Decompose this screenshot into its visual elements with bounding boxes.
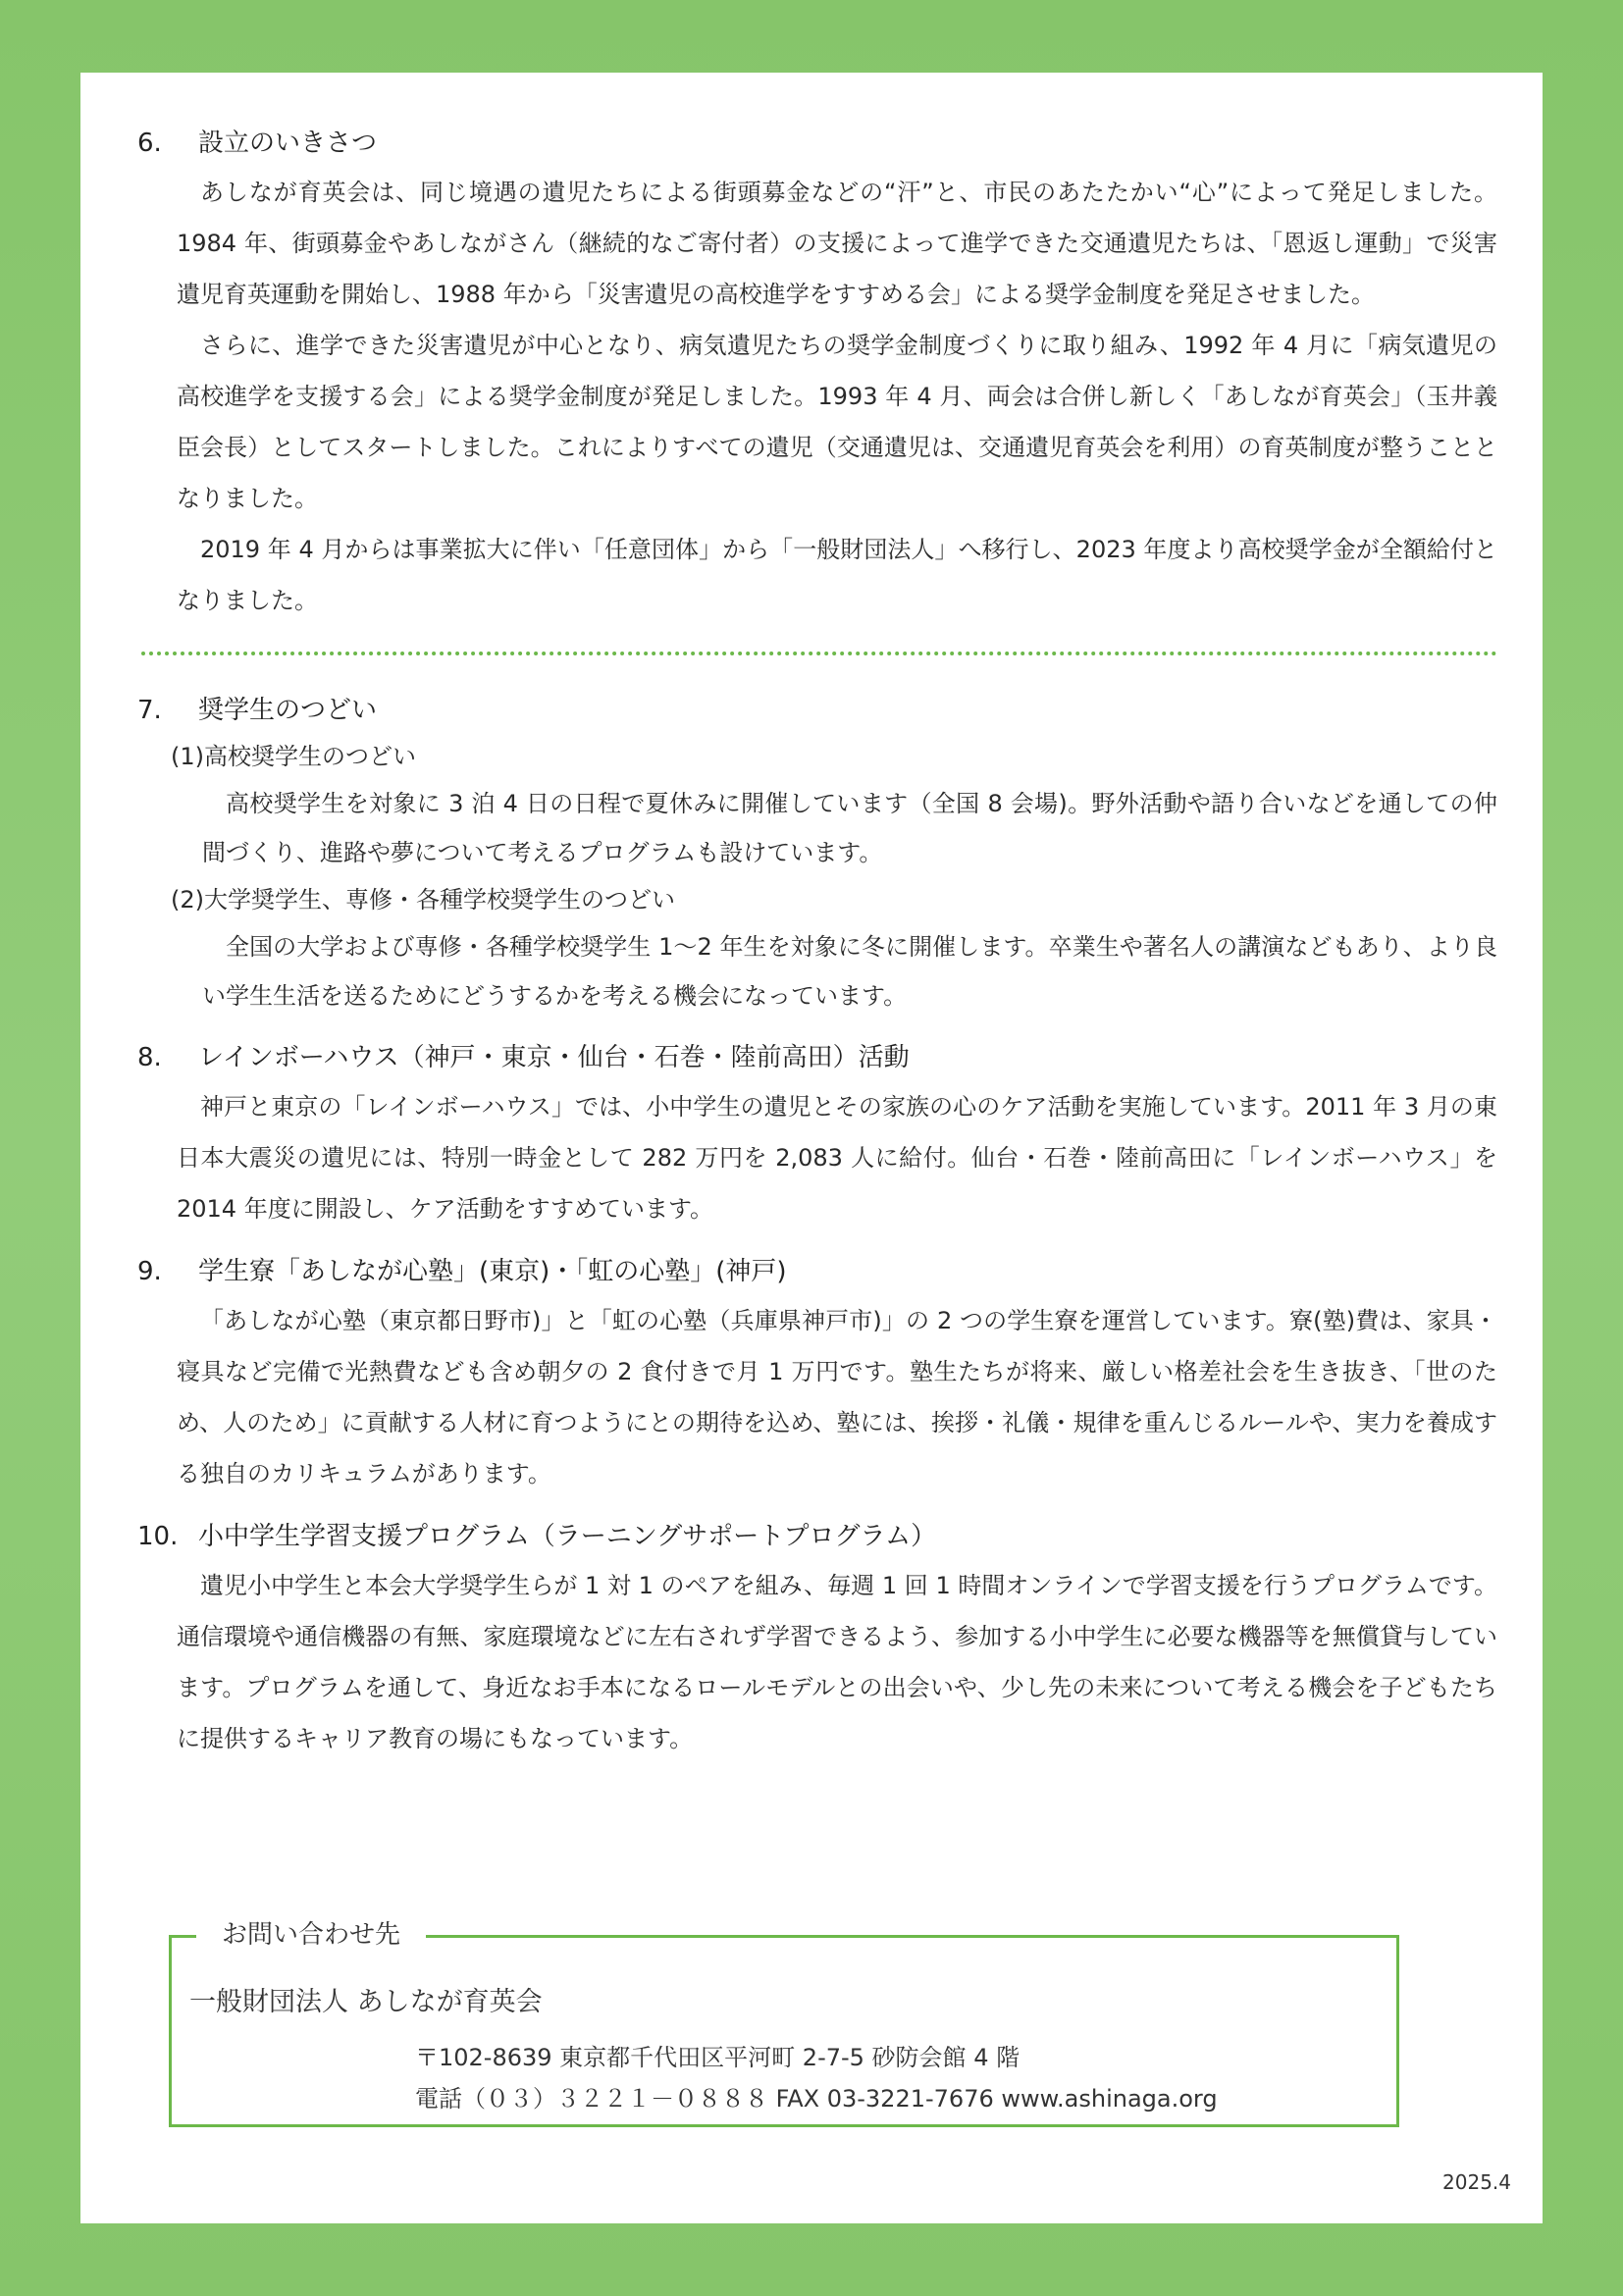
section-7: [137, 687, 1497, 1020]
section-10: [137, 1513, 1497, 1764]
section-number: 9.: [137, 1257, 162, 1286]
contact-address: 〒102-8639 東京都千代田区平河町 2-7-5 砂防会館 4 階: [415, 2044, 1021, 2071]
section-8-heading: [137, 1034, 1497, 1081]
section-title: 設立のいきさつ: [198, 129, 378, 158]
paragraph: 「あしなが心塾（東京都日野市)」と「虹の心塾（兵庫県神戸市)」の 2 つの学生寮を運営しています。寮(塾)費は、家具・寝具など完備で光熱費なども含め朝夕の 2 食付きで月 1 万円です。塾生たちが将来、厳しい格差社会を生き抜き、「世のため、人のため」に貢献する人材に育つようにとの期待を込め、塾には、挨拶・礼儀・規律を重んじるルールや、実力を養成する独自のカリキュラムがあります。: [177, 1307, 1497, 1487]
section-number: 10.: [137, 1522, 179, 1551]
section-title: 学生寮「あしなが心塾」(東京)・「虹の心塾」(神戸): [198, 1257, 787, 1286]
section-6-heading: [137, 120, 1497, 167]
section-number: 6.: [137, 129, 162, 158]
subsection-text: 全国の大学および専修・各種学校奨学生 1～2 年生を対象に冬に開催します。卒業生や著名人の講演などもあり、より良い学生生活を送るためにどうするかを考える機会になっています。: [202, 933, 1497, 1010]
section-title: レインボーハウス（神戸・東京・仙台・石巻・陸前高田）活動: [198, 1043, 910, 1072]
contact-section: [169, 1915, 1403, 2129]
document-page: [80, 73, 1543, 2223]
paragraph: 神戸と東京の「レインボーハウス」では、小中学生の遺児とその家族の心のケア活動を実施しています。2011 年 3 月の東日本大震災の遺児には、特別一時金として 282 万円を 2,083 人に給付。仙台・石巻・陸前高田に「レインボーハウス」を 2014 年度に開設し、ケア活動をすすめています。: [177, 1093, 1497, 1223]
section-number: 7.: [137, 696, 162, 725]
paragraph: あしなが育英会は、同じ境遇の遺児たちによる街頭募金などの“汗”と、市民のあたたかい“心”によって発足しました。1984 年、街頭募金やあしながさん（継続的なご寄付者）の支援によって進学できた交通遺児たちは、「恩返し運動」で災害遺児育英運動を開始し、1988 年から「災害遺児の高校進学をすすめる会」による奨学金制度を発足させました。: [177, 179, 1497, 308]
section-title: 奨学生のつどい: [198, 696, 378, 725]
section-number: 8.: [137, 1043, 162, 1072]
contact-box: [169, 1935, 1399, 2127]
subsection-text: 高校奨学生を対象に 3 泊 4 日の日程で夏休みに開催しています（全国 8 会場)。野外活動や語り合いなどを通しての仲間づくり、進路や夢について考えるプログラムも設けています。: [202, 790, 1497, 866]
section-7-heading: [137, 687, 1497, 734]
section-9: [137, 1248, 1497, 1499]
paragraph: 2019 年 4 月からは事業拡大に伴い「任意団体」から「一般財団法人」へ移行し、2023 年度より高校奨学金が全額給付となりました。: [177, 536, 1497, 614]
section-title: 小中学生学習支援プログラム（ラーニングサポートプログラム）: [198, 1522, 937, 1551]
paragraph: さらに、進学できた災害遺児が中心となり、病気遺児たちの奨学金制度づくりに取り組み、1992 年 4 月に「病気遺児の高校進学を支援する会」による奨学金制度が発足しました。1993 年 4 月、両会は合併し新しく「あしなが育英会」（玉井義臣会長）としてスタートしました。これによりすべての遺児（交通遺児は、交通遺児育英会を利用）の育英制度が整うこととなりました。: [177, 332, 1497, 512]
subsection-title: (1)高校奨学生のつどい: [171, 743, 416, 770]
section-6: [137, 120, 1497, 626]
section-10-heading: [137, 1513, 1497, 1560]
section-8: [137, 1034, 1497, 1234]
section-9-heading: [137, 1248, 1497, 1295]
contact-phone: 電話（０３）３２２１－０８８８ FAX 03-3221-7676 www.ashinaga.org: [415, 2085, 1218, 2113]
subsection-title: (2)大学奨学生、専修・各種学校奨学生のつどい: [171, 886, 675, 913]
issue-date: 2025.4: [1442, 2170, 1511, 2194]
dotted-divider: [141, 652, 1497, 655]
contact-label: お問い合わせ先: [196, 1915, 426, 1955]
contact-organization: 一般財団法人 あしなが育英会: [189, 1987, 543, 2017]
paragraph: 遺児小中学生と本会大学奨学生らが 1 対 1 のペアを組み、毎週 1 回 1 時間オンラインで学習支援を行うプログラムです。通信環境や通信機器の有無、家庭環境などに左右されず学習できるよう、参加する小中学生に必要な機器等を無償貸与しています。プログラムを通して、身近なお手本になるロールモデルとの出会いや、少し先の未来について考える機会を子どもたちに提供するキャリア教育の場にもなっています。: [177, 1572, 1497, 1752]
document-content: [137, 120, 1497, 1764]
